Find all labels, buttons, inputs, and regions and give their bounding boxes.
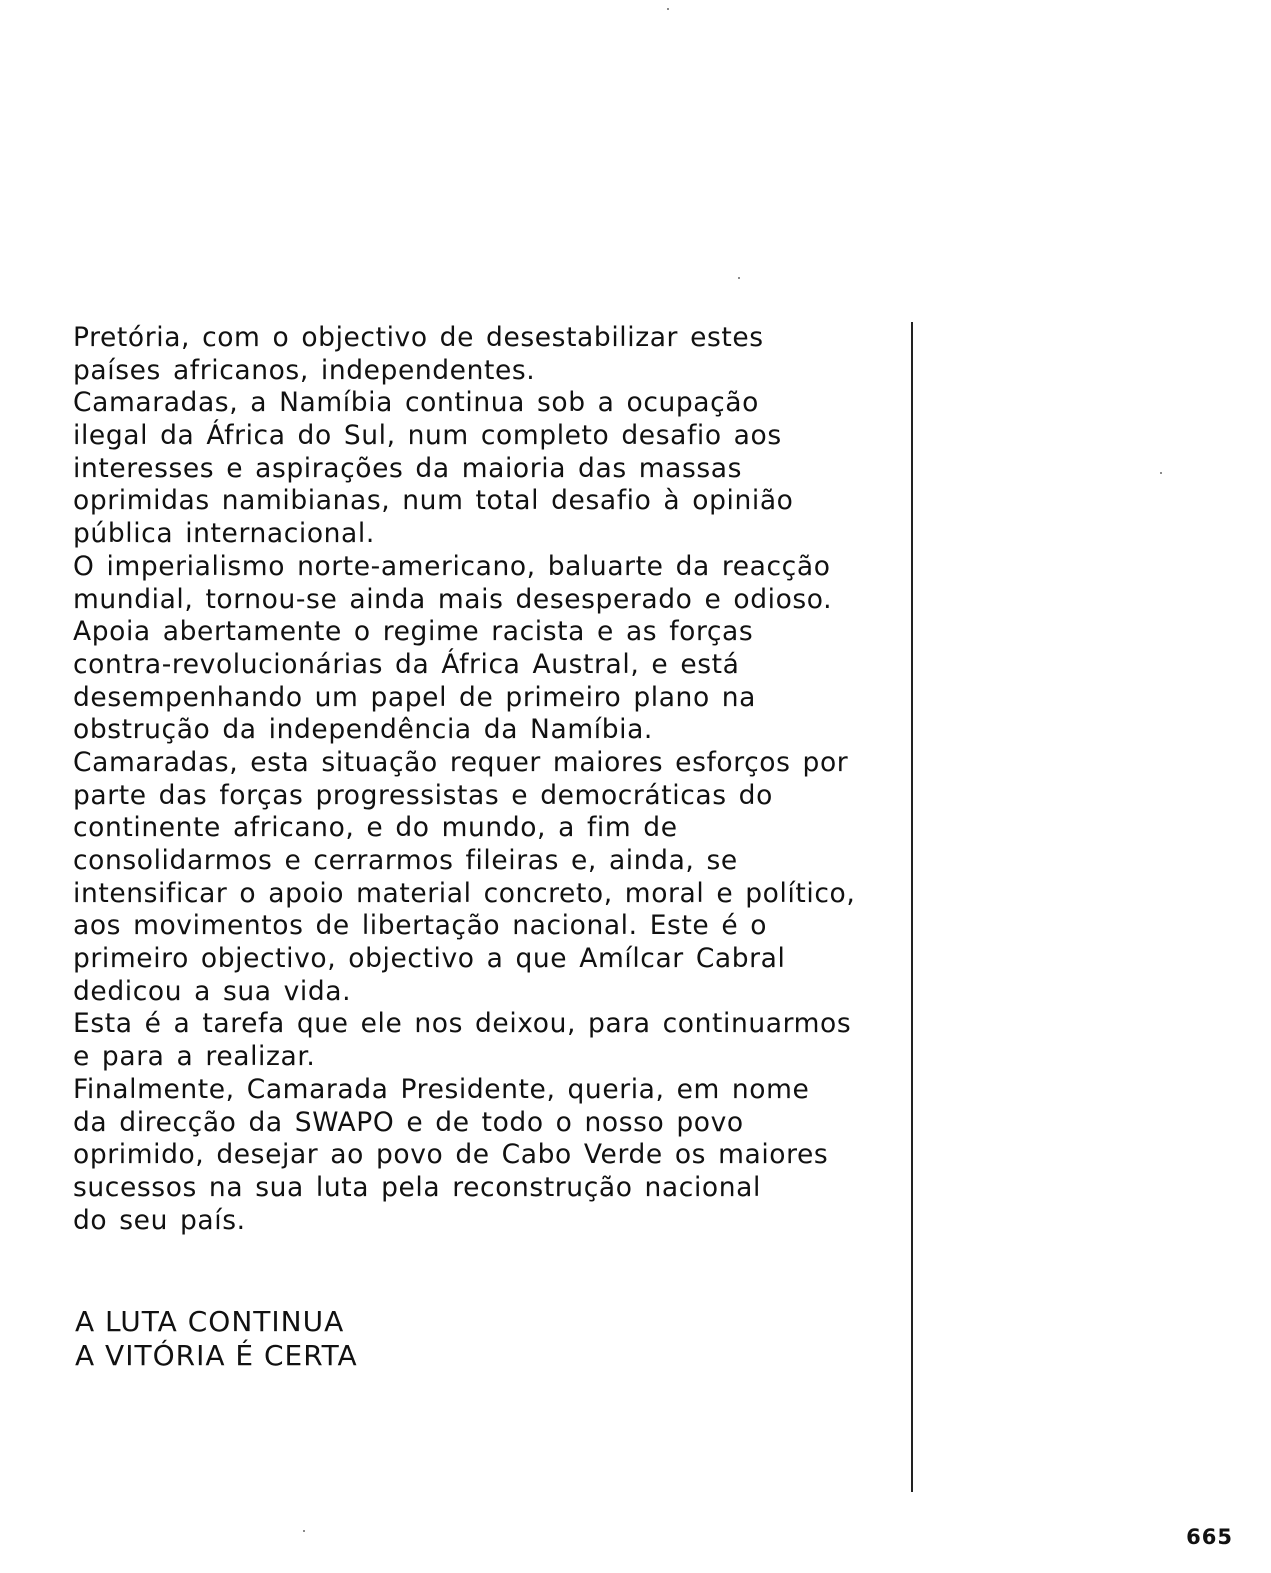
text-line: desempenhando um papel de primeiro plano na [73,681,757,713]
text-line: Pretória, com o objectivo de desestabilizar estes [73,322,764,353]
scan-speck [303,1530,305,1532]
text-line: sucessos na sua luta pela reconstrução nacional [73,1171,761,1203]
text-line: pública internacional. [73,518,375,550]
text-line: países africanos, independentes. [73,354,536,386]
text-line: oprimidas namibianas, num total desafio à opinião [73,485,794,517]
text-line: Finalmente, Camarada Presidente, queria, em nome [73,1073,810,1105]
text-line: Esta é a tarefa que ele nos deixou, para continuarmos [73,1008,852,1040]
text-line: oprimido, desejar ao povo de Cabo Verde os maiores [73,1139,829,1171]
closing-slogans [75,1305,575,1373]
text-line: mundial, tornou-se ainda mais desesperado e odioso. [73,583,833,615]
text-line: aos movimentos de libertação nacional. Este é o [73,910,768,942]
page-number: 665 [1186,1525,1233,1549]
text-line: do seu país. [73,1204,246,1236]
text-line: continente africano, e do mundo, a fim de [73,812,678,844]
text-line: consolidarmos e cerrarmos fileiras e, ainda, se [73,845,738,876]
scan-speck [1160,472,1162,474]
slogan-line: A LUTA CONTINUA [75,1305,345,1338]
text-line: contra-revolucionárias da África Austral, e está [73,648,740,680]
scan-speck [738,277,740,279]
margin-rule [911,322,913,1492]
body-text [73,322,903,1237]
text-line: ilegal da África do Sul, num completo desafio aos [73,420,782,452]
scan-speck [667,8,669,10]
text-line: interesses e aspirações da maioria das massas [73,452,743,484]
text-line: Camaradas, esta situação requer maiores esforços por [73,746,849,778]
text-line: Apoia abertamente o regime racista e as forças [73,616,754,648]
text-line: obstrução da independência da Namíbia. [73,714,653,746]
text-line: primeiro objectivo, objectivo a que Amílcar Cabral [73,943,786,975]
text-line: dedicou a sua vida. [73,975,352,1007]
slogan-line: A VITÓRIA É CERTA [75,1339,358,1372]
text-line: intensificar o apoio material concreto, moral e político, [73,877,856,909]
text-line: e para a realizar. [73,1041,316,1073]
text-line: da direcção da SWAPO e de todo o nosso povo [73,1106,744,1138]
text-line: O imperialismo norte-americano, baluarte da reacção [73,550,831,582]
text-line: parte das forças progressistas e democráticas do [73,779,773,811]
text-line: Camaradas, a Namíbia continua sob a ocupação [73,387,759,419]
